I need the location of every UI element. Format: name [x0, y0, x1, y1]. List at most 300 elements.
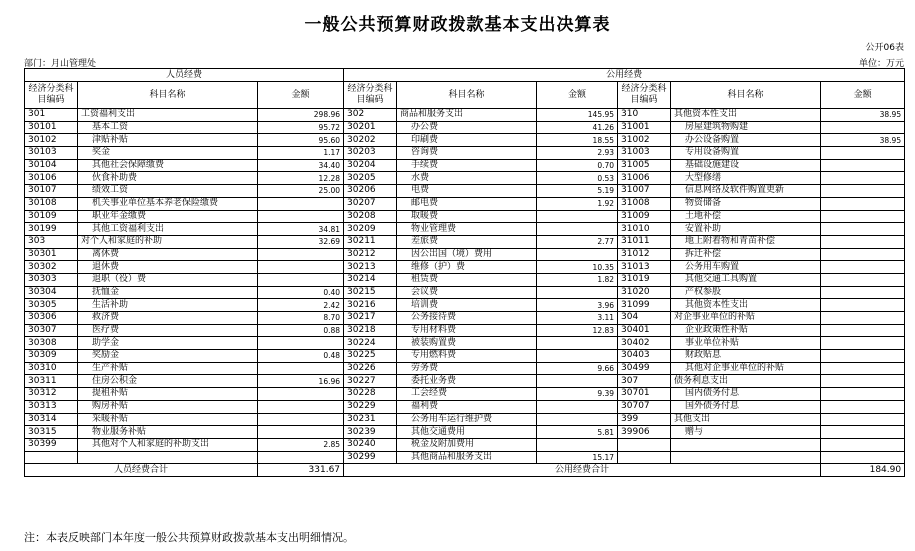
economic-code-cell: 31007	[618, 185, 671, 198]
subject-name-cell	[671, 451, 821, 464]
economic-code-cell: 30104	[25, 159, 78, 172]
amount-cell	[821, 210, 905, 223]
amount-cell: 145.95	[537, 109, 618, 122]
amount-cell: 0.53	[537, 172, 618, 185]
amount-cell	[821, 451, 905, 464]
economic-code-cell: 30207	[344, 197, 397, 210]
subject-name-cell: 公务用车运行维护费	[397, 413, 537, 426]
subject-name-cell: 采暖补贴	[78, 413, 258, 426]
subject-name-cell: 租赁费	[397, 273, 537, 286]
amount-cell	[821, 235, 905, 248]
amount-cell: 5.19	[537, 185, 618, 198]
economic-code-cell: 31099	[618, 299, 671, 312]
table-row	[25, 375, 905, 388]
subject-name-cell: 伙食补助费	[78, 172, 258, 185]
economic-code-cell: 30707	[618, 400, 671, 413]
economic-code-cell: 31008	[618, 197, 671, 210]
subject-name-cell: 办公费	[397, 121, 537, 134]
subject-name-cell: 住房公积金	[78, 375, 258, 388]
amount-cell: 34.40	[258, 159, 344, 172]
economic-code-cell: 30225	[344, 350, 397, 363]
amount-cell: 0.40	[258, 286, 344, 299]
amount-cell: 32.69	[258, 235, 344, 248]
economic-code-cell: 39906	[618, 426, 671, 439]
table-row	[25, 109, 905, 122]
amount-cell	[537, 223, 618, 236]
economic-code-cell: 30106	[25, 172, 78, 185]
economic-code-cell: 31002	[618, 134, 671, 147]
economic-code-cell	[25, 451, 78, 464]
public-total-label: 公用经费合计	[344, 464, 821, 477]
economic-code-cell: 30313	[25, 400, 78, 413]
subject-name-cell: 抚恤金	[78, 286, 258, 299]
amount-cell: 25.00	[258, 185, 344, 198]
amount-cell	[258, 248, 344, 261]
subject-name-cell: 拆迁补偿	[671, 248, 821, 261]
subject-name-cell: 提租补贴	[78, 388, 258, 401]
amount-cell	[821, 337, 905, 350]
subject-name-cell: 大型修缮	[671, 172, 821, 185]
subject-name-cell: 房屋建筑物购建	[671, 121, 821, 134]
economic-code-cell: 30302	[25, 261, 78, 274]
economic-code-cell: 303	[25, 235, 78, 248]
amount-cell: 2.42	[258, 299, 344, 312]
subject-name-cell: 基本工资	[78, 121, 258, 134]
amount-cell: 1.92	[537, 197, 618, 210]
amount-cell: 2.93	[537, 147, 618, 160]
table-row	[25, 134, 905, 147]
column-header-code: 经济分类科目编码	[25, 82, 78, 109]
amount-cell	[821, 426, 905, 439]
amount-cell	[537, 438, 618, 451]
amount-cell	[821, 248, 905, 261]
amount-cell: 16.96	[258, 375, 344, 388]
economic-code-cell: 30108	[25, 197, 78, 210]
amount-cell: 0.88	[258, 324, 344, 337]
amount-cell	[821, 197, 905, 210]
economic-code-cell: 31019	[618, 273, 671, 286]
economic-code-cell: 31006	[618, 172, 671, 185]
subject-name-cell: 其他对企事业单位的补贴	[671, 362, 821, 375]
subject-name-cell: 因公出国（境）费用	[397, 248, 537, 261]
subject-name-cell: 取暖费	[397, 210, 537, 223]
subject-name-cell: 医疗费	[78, 324, 258, 337]
unit-label: 单位：万元	[858, 59, 904, 69]
subject-name-cell: 其他交通费用	[397, 426, 537, 439]
economic-code-cell: 30228	[344, 388, 397, 401]
amount-cell: 2.85	[258, 438, 344, 451]
economic-code-cell: 30305	[25, 299, 78, 312]
amount-cell	[258, 388, 344, 401]
table-row	[25, 185, 905, 198]
amount-cell: 0.70	[537, 159, 618, 172]
economic-code-cell	[618, 438, 671, 451]
subject-name-cell: 其他对个人和家庭的补助支出	[78, 438, 258, 451]
footnote: 注：本表反映部门本年度一般公共预算财政拨款基本支出明细情况。	[24, 531, 354, 544]
table-row	[25, 273, 905, 286]
subject-name-cell: 办公设备购置	[671, 134, 821, 147]
economic-code-cell: 304	[618, 312, 671, 325]
amount-cell: 34.81	[258, 223, 344, 236]
table-row	[25, 362, 905, 375]
subject-name-cell: 差旅费	[397, 235, 537, 248]
subject-name-cell: 培训费	[397, 299, 537, 312]
amount-cell	[537, 350, 618, 363]
subject-name-cell: 助学金	[78, 337, 258, 350]
amount-cell	[821, 273, 905, 286]
amount-cell	[537, 400, 618, 413]
table-row	[25, 261, 905, 274]
economic-code-cell: 30304	[25, 286, 78, 299]
subject-name-cell: 购房补贴	[78, 400, 258, 413]
amount-cell	[821, 147, 905, 160]
amount-cell	[821, 172, 905, 185]
amount-cell	[258, 362, 344, 375]
amount-cell	[258, 451, 344, 464]
subject-name-cell: 专用燃料费	[397, 350, 537, 363]
economic-code-cell: 30299	[344, 451, 397, 464]
subject-name-cell: 物资储备	[671, 197, 821, 210]
subject-name-cell	[78, 451, 258, 464]
table-row	[25, 299, 905, 312]
amount-cell: 3.11	[537, 312, 618, 325]
table-row	[25, 312, 905, 325]
subject-name-cell: 生产补贴	[78, 362, 258, 375]
economic-code-cell: 30239	[344, 426, 397, 439]
amount-cell	[821, 400, 905, 413]
economic-code-cell: 30226	[344, 362, 397, 375]
subject-name-cell: 工会经费	[397, 388, 537, 401]
amount-cell: 9.66	[537, 362, 618, 375]
economic-code-cell: 30213	[344, 261, 397, 274]
table-row	[25, 451, 905, 464]
amount-cell	[258, 426, 344, 439]
table-row	[25, 438, 905, 451]
economic-code-cell: 31009	[618, 210, 671, 223]
subject-name-cell: 对企事业单位的补贴	[671, 312, 821, 325]
subject-name-cell: 被装购置费	[397, 337, 537, 350]
amount-cell	[537, 248, 618, 261]
economic-code-cell: 30231	[344, 413, 397, 426]
economic-code-cell: 31012	[618, 248, 671, 261]
subject-name-cell: 水费	[397, 172, 537, 185]
column-header-amount: 金额	[537, 82, 618, 109]
table-row	[25, 159, 905, 172]
expenditure-table	[24, 68, 905, 477]
economic-code-cell: 30309	[25, 350, 78, 363]
table-row	[25, 235, 905, 248]
economic-code-cell: 31005	[618, 159, 671, 172]
subject-name-cell: 债务利息支出	[671, 375, 821, 388]
economic-code-cell: 31011	[618, 235, 671, 248]
subject-name-cell: 离休费	[78, 248, 258, 261]
amount-cell	[821, 159, 905, 172]
economic-code-cell: 310	[618, 109, 671, 122]
subject-name-cell: 劳务费	[397, 362, 537, 375]
amount-cell: 95.72	[258, 121, 344, 134]
economic-code-cell	[618, 451, 671, 464]
subject-name-cell: 退休费	[78, 261, 258, 274]
personnel-total-value: 331.67	[258, 464, 344, 477]
economic-code-cell: 30204	[344, 159, 397, 172]
public-total-value: 184.90	[821, 464, 905, 477]
economic-code-cell: 30216	[344, 299, 397, 312]
subject-name-cell: 电费	[397, 185, 537, 198]
amount-cell: 3.96	[537, 299, 618, 312]
subject-name-cell: 其他交通工具购置	[671, 273, 821, 286]
table-row	[25, 286, 905, 299]
subject-name-cell: 专用材料费	[397, 324, 537, 337]
economic-code-cell: 30101	[25, 121, 78, 134]
amount-cell	[821, 299, 905, 312]
amount-cell: 38.95	[821, 109, 905, 122]
amount-cell: 18.55	[537, 134, 618, 147]
economic-code-cell: 31001	[618, 121, 671, 134]
subject-name-cell: 手续费	[397, 159, 537, 172]
subject-name-cell: 生活补助	[78, 299, 258, 312]
economic-code-cell: 30199	[25, 223, 78, 236]
amount-cell	[821, 286, 905, 299]
economic-code-cell: 30224	[344, 337, 397, 350]
amount-cell: 0.48	[258, 350, 344, 363]
economic-code-cell: 30307	[25, 324, 78, 337]
subject-name-cell: 企业政策性补贴	[671, 324, 821, 337]
subject-name-cell: 会议费	[397, 286, 537, 299]
economic-code-cell: 30217	[344, 312, 397, 325]
column-header-code: 经济分类科目编码	[618, 82, 671, 109]
table-row	[25, 172, 905, 185]
economic-code-cell: 30240	[344, 438, 397, 451]
amount-cell	[821, 438, 905, 451]
economic-code-cell: 30206	[344, 185, 397, 198]
subject-name-cell: 福利费	[397, 400, 537, 413]
subject-name-cell: 财政贴息	[671, 350, 821, 363]
economic-code-cell: 31003	[618, 147, 671, 160]
personnel-total-label: 人员经费合计	[25, 464, 258, 477]
economic-code-cell: 30301	[25, 248, 78, 261]
subject-name-cell	[671, 438, 821, 451]
subject-name-cell: 基础设施建设	[671, 159, 821, 172]
subject-name-cell: 印刷费	[397, 134, 537, 147]
subject-name-cell: 咨询费	[397, 147, 537, 160]
economic-code-cell: 30109	[25, 210, 78, 223]
subject-name-cell: 委托业务费	[397, 375, 537, 388]
subject-name-cell: 奖励金	[78, 350, 258, 363]
subject-name-cell: 物业管理费	[397, 223, 537, 236]
economic-code-cell: 30208	[344, 210, 397, 223]
table-row	[25, 324, 905, 337]
column-header-amount: 金额	[258, 82, 344, 109]
table-row	[25, 350, 905, 363]
column-header-name: 科目名称	[671, 82, 821, 109]
column-header-code: 经济分类科目编码	[344, 82, 397, 109]
amount-cell	[821, 375, 905, 388]
amount-cell: 12.83	[537, 324, 618, 337]
subject-name-cell: 安置补助	[671, 223, 821, 236]
table-row	[25, 147, 905, 160]
amount-cell	[821, 261, 905, 274]
amount-cell: 15.17	[537, 451, 618, 464]
amount-cell: 1.17	[258, 147, 344, 160]
economic-code-cell: 30214	[344, 273, 397, 286]
subject-name-cell: 土地补偿	[671, 210, 821, 223]
amount-cell	[821, 413, 905, 426]
subject-name-cell: 地上附着物和青苗补偿	[671, 235, 821, 248]
subject-name-cell: 事业单位补贴	[671, 337, 821, 350]
economic-code-cell: 30310	[25, 362, 78, 375]
subject-name-cell: 津贴补贴	[78, 134, 258, 147]
subject-name-cell: 公务接待费	[397, 312, 537, 325]
subject-name-cell: 专用设备购置	[671, 147, 821, 160]
amount-cell	[821, 121, 905, 134]
column-header-name: 科目名称	[78, 82, 258, 109]
table-row	[25, 121, 905, 134]
economic-code-cell: 30308	[25, 337, 78, 350]
subject-name-cell: 产权参股	[671, 286, 821, 299]
table-row	[25, 400, 905, 413]
subject-name-cell: 公务用车购置	[671, 261, 821, 274]
amount-cell	[258, 400, 344, 413]
economic-code-cell: 30701	[618, 388, 671, 401]
subject-name-cell: 国外债务付息	[671, 400, 821, 413]
amount-cell	[821, 388, 905, 401]
amount-cell	[537, 210, 618, 223]
economic-code-cell: 30103	[25, 147, 78, 160]
economic-code-cell: 30201	[344, 121, 397, 134]
amount-cell	[258, 210, 344, 223]
amount-cell: 95.60	[258, 134, 344, 147]
amount-cell: 10.35	[537, 261, 618, 274]
economic-code-cell: 30401	[618, 324, 671, 337]
table-row	[25, 388, 905, 401]
subject-name-cell: 退职（役）费	[78, 273, 258, 286]
column-header-amount: 金额	[821, 82, 905, 109]
economic-code-cell: 31020	[618, 286, 671, 299]
subject-name-cell: 其他资本性支出	[671, 299, 821, 312]
amount-cell: 2.77	[537, 235, 618, 248]
economic-code-cell: 30205	[344, 172, 397, 185]
economic-code-cell: 30499	[618, 362, 671, 375]
economic-code-cell: 30399	[25, 438, 78, 451]
column-header-name: 科目名称	[397, 82, 537, 109]
economic-code-cell: 399	[618, 413, 671, 426]
subject-name-cell: 对个人和家庭的补助	[78, 235, 258, 248]
subject-name-cell: 商品和服务支出	[397, 109, 537, 122]
subject-name-cell: 维修（护）费	[397, 261, 537, 274]
economic-code-cell: 30311	[25, 375, 78, 388]
table-body	[25, 109, 905, 464]
subject-name-cell: 机关事业单位基本养老保险缴费	[78, 197, 258, 210]
economic-code-cell: 30229	[344, 400, 397, 413]
amount-cell	[821, 350, 905, 363]
amount-cell	[821, 185, 905, 198]
amount-cell	[821, 312, 905, 325]
table-row	[25, 210, 905, 223]
subject-name-cell: 工资福利支出	[78, 109, 258, 122]
amount-cell: 1.82	[537, 273, 618, 286]
subject-name-cell: 信息网络及软件购置更新	[671, 185, 821, 198]
economic-code-cell: 30314	[25, 413, 78, 426]
economic-code-cell: 30303	[25, 273, 78, 286]
economic-code-cell: 30402	[618, 337, 671, 350]
amount-cell	[821, 362, 905, 375]
economic-code-cell: 30312	[25, 388, 78, 401]
table-row	[25, 413, 905, 426]
amount-cell: 41.26	[537, 121, 618, 134]
department-value: 月山管理处	[51, 59, 97, 69]
form-code: 公开06表	[865, 43, 904, 53]
subject-name-cell: 其他工资福利支出	[78, 223, 258, 236]
amount-cell	[537, 375, 618, 388]
table-row	[25, 197, 905, 210]
economic-code-cell: 30209	[344, 223, 397, 236]
economic-code-cell: 30306	[25, 312, 78, 325]
table-row	[25, 248, 905, 261]
economic-code-cell: 31010	[618, 223, 671, 236]
economic-code-cell: 307	[618, 375, 671, 388]
amount-cell	[258, 197, 344, 210]
economic-code-cell: 30218	[344, 324, 397, 337]
economic-code-cell: 30107	[25, 185, 78, 198]
subject-name-cell: 国内债务付息	[671, 388, 821, 401]
table-row	[25, 426, 905, 439]
amount-cell	[537, 337, 618, 350]
economic-code-cell: 30315	[25, 426, 78, 439]
economic-code-cell: 31013	[618, 261, 671, 274]
economic-code-cell: 30215	[344, 286, 397, 299]
amount-cell	[821, 324, 905, 337]
amount-cell	[821, 223, 905, 236]
personnel-group-header: 人员经费	[25, 69, 344, 82]
economic-code-cell: 30403	[618, 350, 671, 363]
subject-name-cell: 绩效工资	[78, 185, 258, 198]
economic-code-cell: 30102	[25, 134, 78, 147]
subject-name-cell: 救济费	[78, 312, 258, 325]
amount-cell: 9.39	[537, 388, 618, 401]
economic-code-cell: 30212	[344, 248, 397, 261]
amount-cell	[258, 337, 344, 350]
subject-name-cell: 赠与	[671, 426, 821, 439]
public-group-header: 公用经费	[344, 69, 905, 82]
report-title: 一般公共预算财政拨款基本支出决算表	[304, 15, 611, 35]
table-row	[25, 337, 905, 350]
subject-name-cell: 奖金	[78, 147, 258, 160]
amount-cell	[537, 286, 618, 299]
amount-cell: 298.96	[258, 109, 344, 122]
amount-cell	[258, 261, 344, 274]
economic-code-cell: 302	[344, 109, 397, 122]
subject-name-cell: 其他资本性支出	[671, 109, 821, 122]
subject-name-cell: 税金及附加费用	[397, 438, 537, 451]
economic-code-cell: 301	[25, 109, 78, 122]
economic-code-cell: 30203	[344, 147, 397, 160]
amount-cell: 12.28	[258, 172, 344, 185]
amount-cell	[537, 413, 618, 426]
department-label: 部门：	[24, 59, 52, 69]
subject-name-cell: 其他社会保障缴费	[78, 159, 258, 172]
subject-name-cell: 职业年金缴费	[78, 210, 258, 223]
economic-code-cell: 30227	[344, 375, 397, 388]
amount-cell: 38.95	[821, 134, 905, 147]
amount-cell: 8.70	[258, 312, 344, 325]
subject-name-cell: 其他支出	[671, 413, 821, 426]
table-row	[25, 223, 905, 236]
amount-cell	[258, 413, 344, 426]
economic-code-cell: 30211	[344, 235, 397, 248]
subject-name-cell: 物业服务补贴	[78, 426, 258, 439]
amount-cell: 5.81	[537, 426, 618, 439]
subject-name-cell: 其他商品和服务支出	[397, 451, 537, 464]
